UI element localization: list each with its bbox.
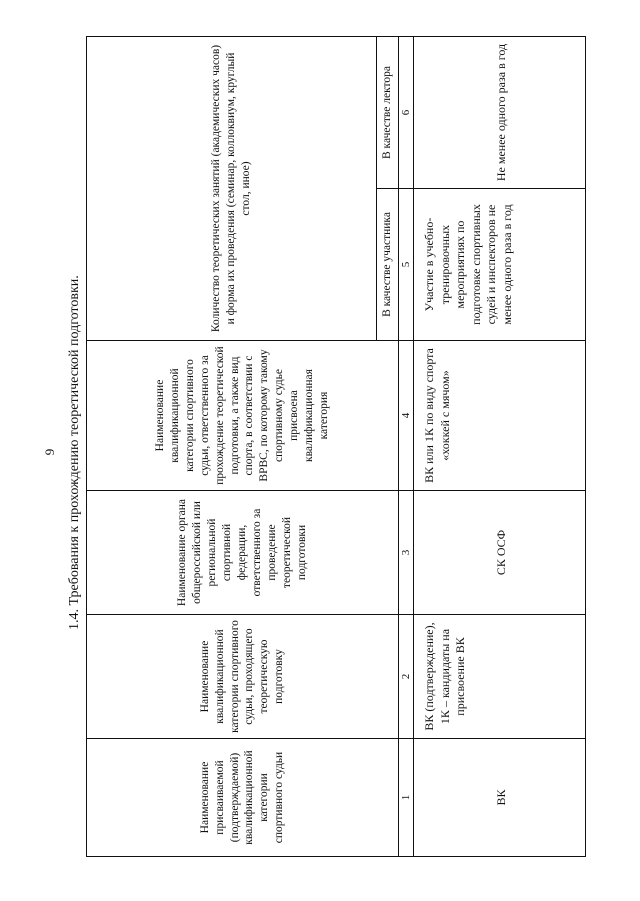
table-row — [413, 36, 585, 856]
cell-judge-category: ВК (подтверждение), 1К – кандидаты на присвоение ВК — [413, 615, 585, 739]
section-heading: 1.4. Требования к прохождению теоретической подготовки. — [67, 275, 82, 630]
cell-participant-requirement: Участие в учебно-тренировочных мероприятиях по подготовке спортивных судей и инспекторов не менее одного раза в год — [413, 189, 585, 341]
header-cell-judge-category: Наименование квалификационной категории спортивного судьи, проходящего теоретическую подготовку — [87, 615, 399, 739]
column-number-6: 6 — [398, 36, 413, 188]
header-cell-lessons-count: Количество теоретических занятий (академических часов) и форма их проведения (семинар, коллоквиум, круглый стол, иное) — [87, 36, 377, 340]
requirements-table — [86, 36, 586, 857]
cell-lecturer-requirement: Не менее одного раза в год — [413, 36, 585, 188]
header-cell-responsible-judge: Наименование квалификационной категории спортивного судьи, ответственного за прохождение теоретической подготовки, а также вид спорта, в соответствии с ВРВС, по которому такому спортивному судье присвоена квалификационная категория — [87, 341, 399, 491]
page-number: 9 — [42, 448, 57, 456]
column-number-3: 3 — [398, 491, 413, 615]
column-number-2: 2 — [398, 615, 413, 739]
requirements-table-wrapper — [86, 37, 586, 857]
header-cell-as-participant: В качестве участника — [377, 189, 399, 341]
column-number-4: 4 — [398, 341, 413, 491]
header-cell-as-lecturer: В качестве лектора — [377, 36, 399, 188]
cell-category: ВК — [413, 739, 585, 857]
cell-federation-body: СК ОСФ — [413, 491, 585, 615]
header-cell-assigned-category: Наименование присваиваемой (подтверждаемой) квалификационной категории спортивного судьи — [87, 739, 399, 857]
column-number-5: 5 — [398, 189, 413, 341]
column-number-1: 1 — [398, 739, 413, 857]
cell-responsible-judge: ВК или 1К по виду спорта «хоккей с мячом» — [413, 341, 585, 491]
header-cell-federation-body: Наименование органа общероссийской или региональной спортивной федерации, ответственного за проведение теоретической подготовки — [87, 491, 399, 615]
